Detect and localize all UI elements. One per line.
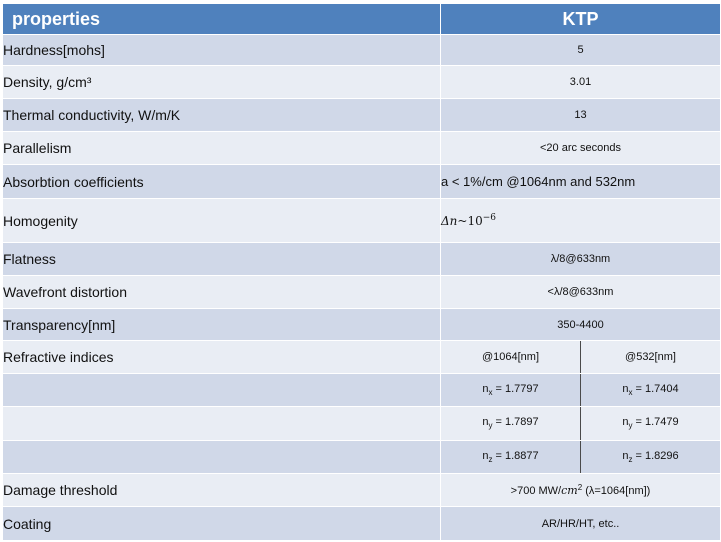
homogenity-var: n: [449, 214, 458, 228]
row-value-homogenity: [441, 199, 721, 243]
header-ktp: KTP: [441, 4, 721, 35]
row-label-coating: Coating: [3, 507, 441, 541]
table-row: [3, 35, 721, 66]
table-row: [3, 441, 721, 474]
ktp-properties-table: [2, 3, 721, 541]
refractive-ny-532: $n_y = 1.7479$: [581, 407, 721, 441]
row-value-density: 3.01: [441, 66, 721, 99]
table-row: [3, 507, 721, 541]
row-value-flatness: λ/8@633nm: [441, 243, 721, 276]
table-row: [3, 165, 721, 199]
table-row: [3, 374, 721, 407]
header-row: [3, 4, 721, 35]
row-label-damage: Damage threshold: [3, 474, 441, 507]
table-row: [3, 132, 721, 165]
homogenity-tilde: ~10: [457, 214, 483, 228]
refractive-ny-1064: $n_y = 1.7897$: [441, 407, 581, 441]
row-label-density: Density, g/cm³: [3, 66, 441, 99]
header-properties: properties: [3, 4, 441, 35]
row-label-thermal-conductivity: Thermal conductivity, W/m/K: [3, 99, 441, 132]
row-label-hardness: Hardness[mohs]: [3, 35, 441, 66]
row-value-coating: AR/HR/HT, etc..: [441, 507, 721, 541]
row-label-refractive: Refractive indices: [3, 341, 441, 374]
row-label-flatness: Flatness: [3, 243, 441, 276]
table-row: [3, 199, 721, 243]
table-row: [3, 474, 721, 507]
row-label-transparency: Transparency[nm]: [3, 309, 441, 341]
row-value-parallelism: <20 arc seconds: [441, 132, 721, 165]
refractive-blank-y: [3, 407, 441, 441]
row-value-transparency: 350-4400: [441, 309, 721, 341]
refractive-header-532: @532[nm]: [581, 341, 721, 374]
refractive-nz-1064: $n_z = 1.8877$: [441, 441, 581, 474]
table-row: [3, 99, 721, 132]
row-value-damage: >700 $MW/cm^2$ (λ=1064[nm]): [441, 474, 721, 507]
table-row: [3, 243, 721, 276]
homogenity-delta: Δ: [441, 214, 450, 228]
table-row: [3, 407, 721, 441]
table-row: [3, 309, 721, 341]
refractive-nx-532: $n_x = 1.7404$: [581, 374, 721, 407]
row-value-absorption: a < 1%/cm @1064nm and 532nm: [441, 165, 721, 199]
row-label-wavefront: Wavefront distortion: [3, 276, 441, 309]
row-label-absorption: Absorbtion coefficients: [3, 165, 441, 199]
refractive-header-1064: @1064[nm]: [441, 341, 581, 374]
table-row: [3, 276, 721, 309]
refractive-nz-532: $n_z = 1.8296$: [581, 441, 721, 474]
row-value-hardness: 5: [441, 35, 721, 66]
homogenity-exp: −6: [482, 213, 497, 223]
refractive-blank-z: [3, 441, 441, 474]
refractive-blank-x: [3, 374, 441, 407]
refractive-nx-1064: $n_x = 1.7797$: [441, 374, 581, 407]
row-label-parallelism: Parallelism: [3, 132, 441, 165]
table-row: [3, 66, 721, 99]
table-row: [3, 341, 721, 374]
row-value-thermal-conductivity: 13: [441, 99, 721, 132]
row-label-homogenity: Homogenity: [3, 199, 441, 243]
row-value-wavefront: <λ/8@633nm: [441, 276, 721, 309]
